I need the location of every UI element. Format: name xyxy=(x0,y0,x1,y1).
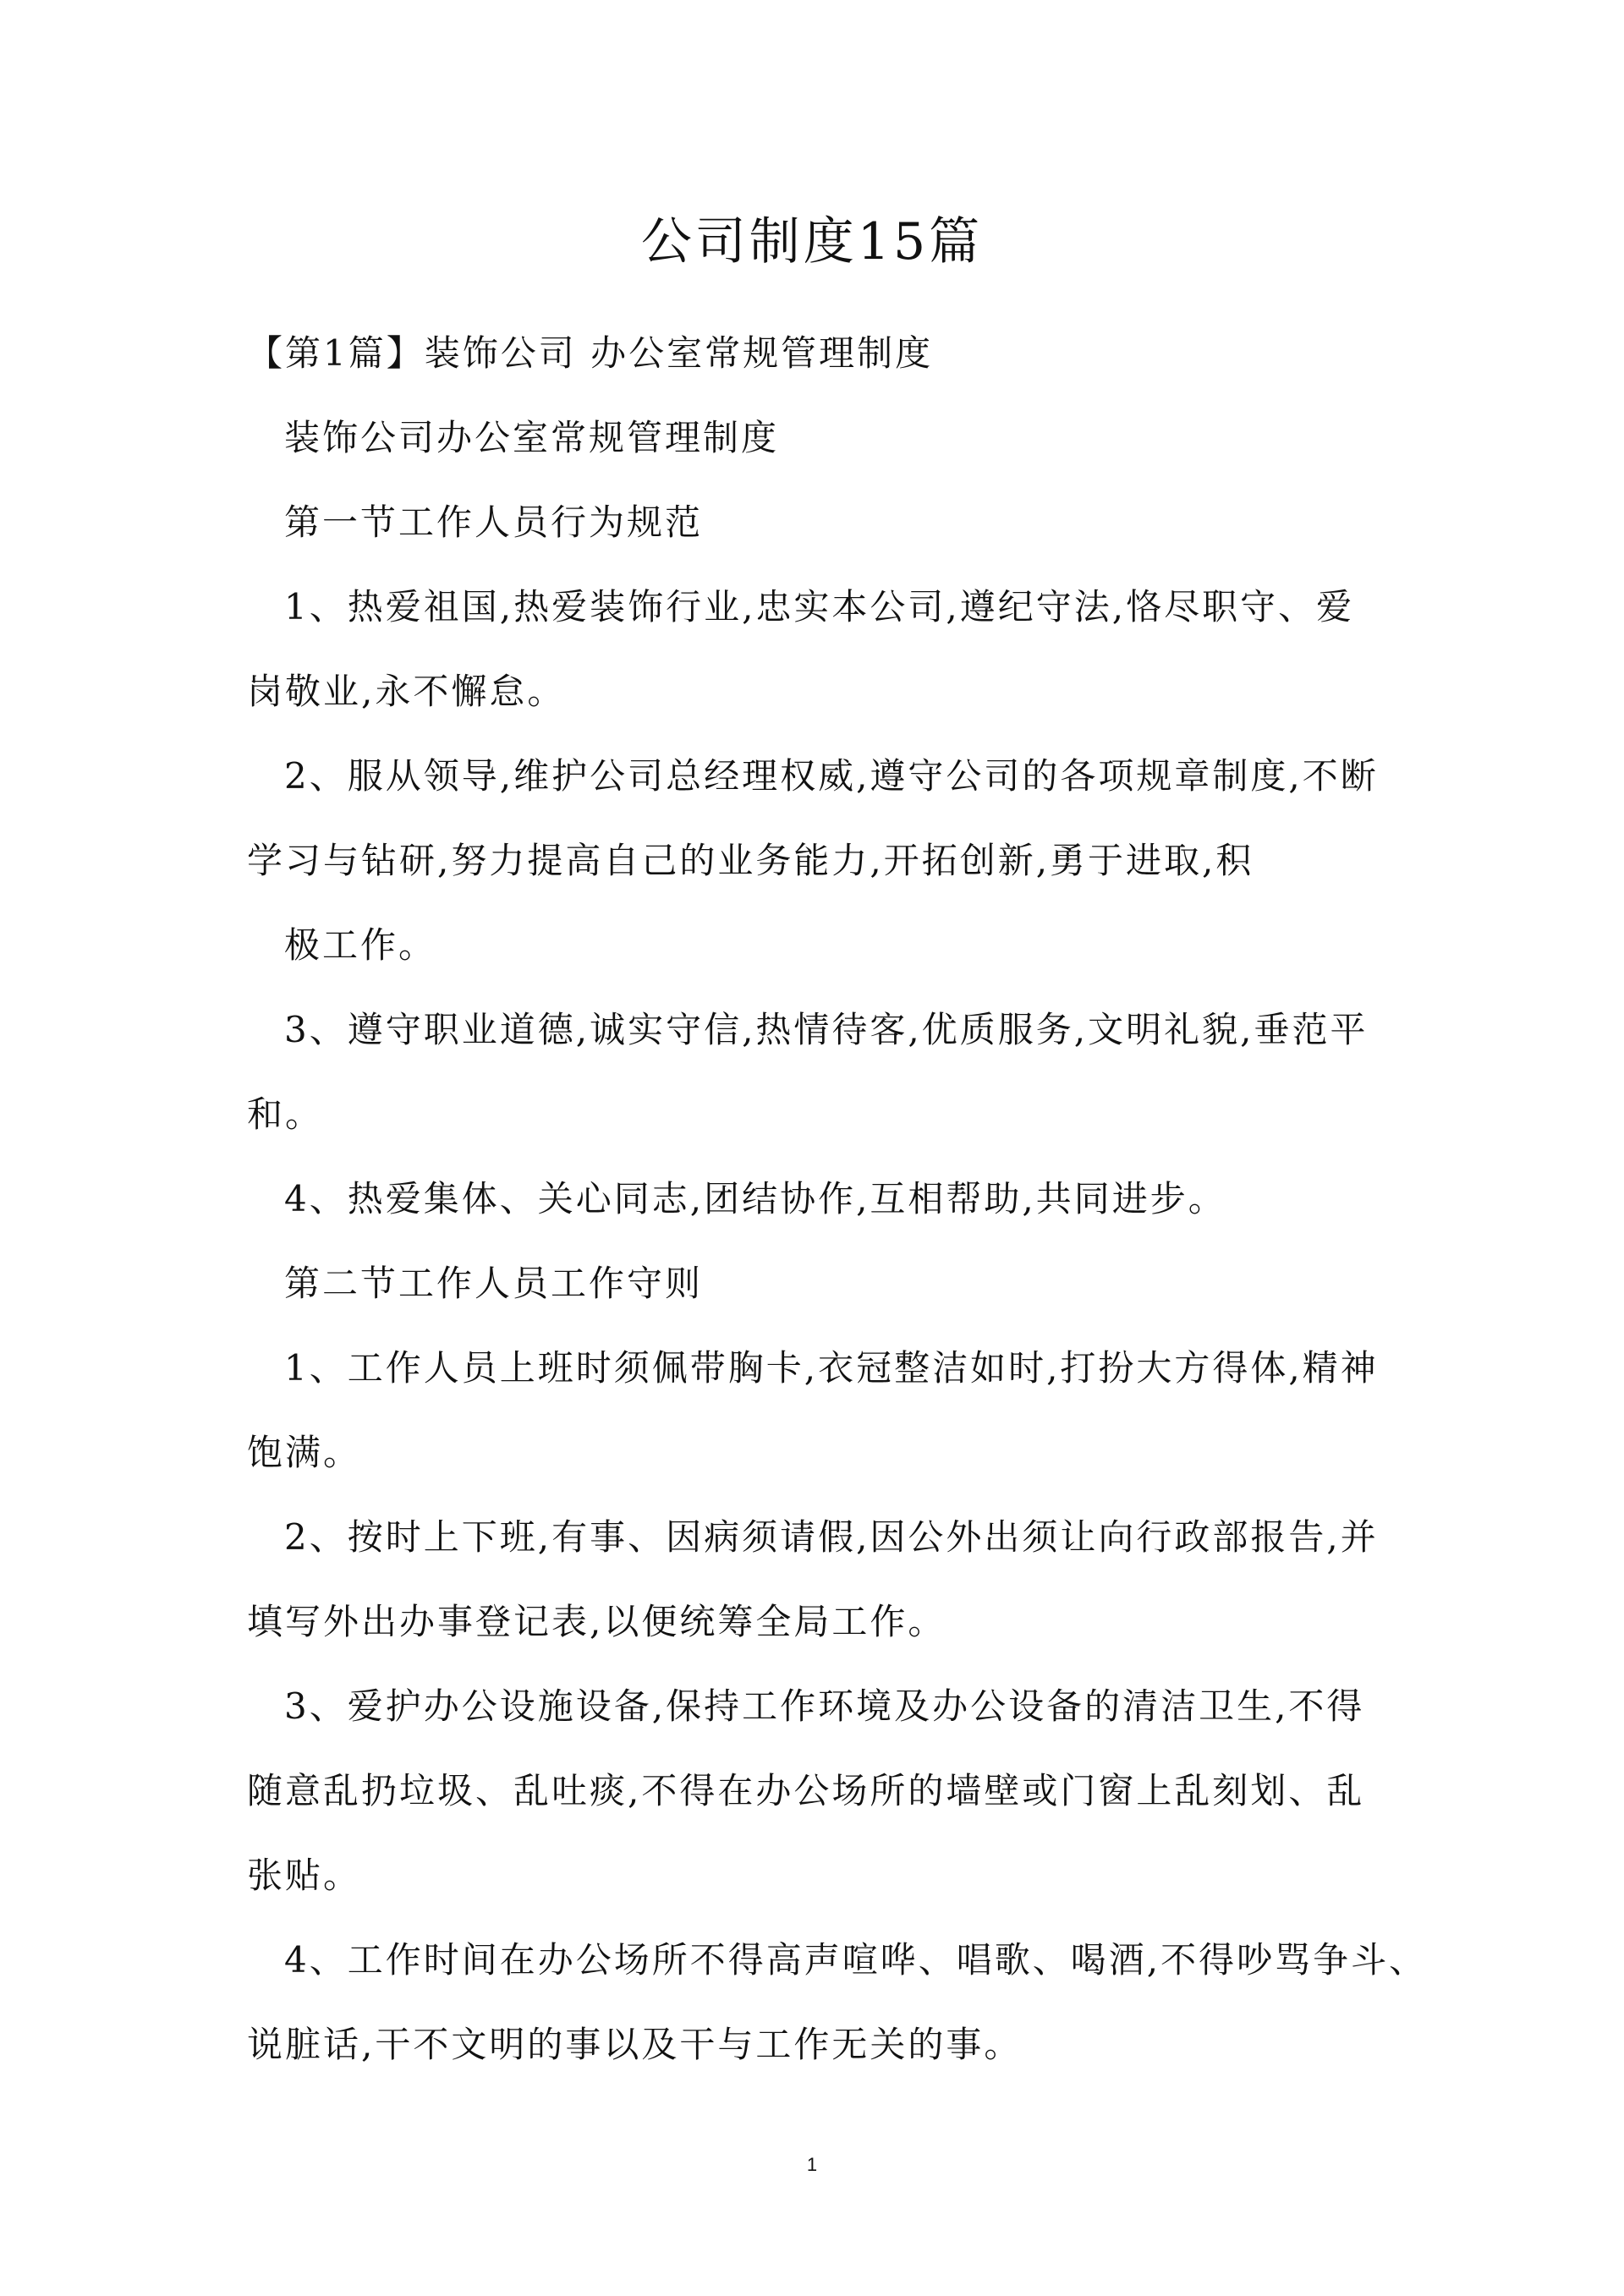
paragraph-line: 极工作。 xyxy=(284,924,437,966)
paragraph-line: 2、服从领导,维护公司总经理权威,遵守公司的各项规章制度,不断 xyxy=(284,755,1379,797)
document-body xyxy=(247,311,1428,2087)
paragraph-line: 第一节工作人员行为规范 xyxy=(284,501,704,543)
paragraph-line: 3、爱护办公设施设备,保持工作环境及办公设备的清洁卫生,不得 xyxy=(284,1685,1365,1727)
paragraph-line: 和。 xyxy=(247,1093,324,1135)
document-title: 公司制度15篇 xyxy=(640,212,984,271)
paragraph-line: 1、工作人员上班时须佩带胸卡,衣冠整洁如时,打扮大方得体,精神 xyxy=(284,1347,1379,1389)
paragraph-line: 随意乱扔垃圾、乱吐痰,不得在办公场所的墙壁或门窗上乱刻划、乱 xyxy=(247,1770,1365,1811)
paragraph-line: 饱满。 xyxy=(247,1432,362,1473)
paragraph-line: 1、热爱祖国,热爱装饰行业,忠实本公司,遵纪守法,恪尽职守、爱 xyxy=(284,586,1355,627)
paragraph-line: 张贴。 xyxy=(247,1855,362,1896)
paragraph-line: 说脏话,干不文明的事以及干与工作无关的事。 xyxy=(247,2024,1023,2065)
paragraph-line: 填写外出办事登记表,以便统筹全局工作。 xyxy=(247,1601,946,1642)
paragraph-line: 装饰公司办公室常规管理制度 xyxy=(284,417,780,458)
page-number: 1 xyxy=(806,2154,818,2175)
paragraph-line: 3、遵守职业道德,诚实守信,热情待客,优质服务,文明礼貌,垂范平 xyxy=(284,1009,1369,1050)
paragraph-line: 2、按时上下班,有事、因病须请假,因公外出须让向行政部报告,并 xyxy=(284,1516,1379,1558)
heading-section-1: 【第1篇】装饰公司 办公室常规管理制度 xyxy=(247,332,934,374)
paragraph-line: 4、热爱集体、关心同志,团结协作,互相帮助,共同进步。 xyxy=(284,1178,1226,1219)
paragraph-line: 4、工作时间在办公场所不得高声喧哗、唱歌、喝酒,不得吵骂争斗、 xyxy=(284,1939,1428,1981)
paragraph-line: 第二节工作人员工作守则 xyxy=(284,1263,704,1304)
paragraph-line: 岗敬业,永不懈怠。 xyxy=(247,671,566,712)
paragraph-line: 学习与钻研,努力提高自己的业务能力,开拓创新,勇于进取,积 xyxy=(247,840,1254,881)
